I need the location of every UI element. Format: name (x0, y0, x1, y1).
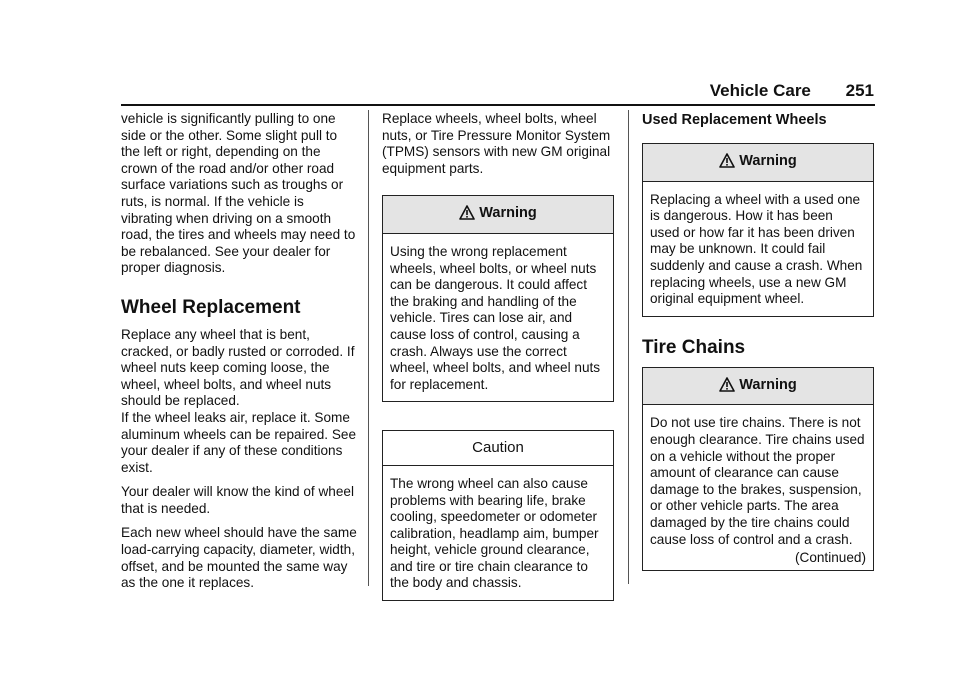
warning-box-used-wheels (642, 143, 874, 317)
wheel-replacement-para-2: If the wheel leaks air, replace it. Some aluminum wheels can be repaired. See your dealer if any of these conditions exist. (121, 409, 357, 475)
column-2 (382, 111, 614, 613)
caution-text: The wrong wheel can also cause problems with bearing life, brake cooling, speedometer or odometer calibration, headlamp aim, bumper height, vehicle ground clearance, and tire or tire chain clearance to the body and chassis. (390, 475, 599, 591)
used-replacement-wheels-heading: Used Replacement Wheels (642, 112, 827, 128)
column-3 (642, 111, 874, 583)
intro-paragraph: Replace wheels, wheel bolts, wheel nuts, or Tire Pressure Monitor System (TPMS) sensors with new GM original equipment parts. (382, 111, 611, 176)
warning-box-header (643, 144, 873, 182)
intro-paragraph: vehicle is significantly pulling to one side or the other. Some slight pull to the left or right, depending on the crown of the road and/or other road surface variations such as troughs or ruts, is normal. If the vehicle is vibrating when driving on a smooth road, the tires and wheels may need to be rebalanced. See your dealer for proper diagnosis. (121, 111, 356, 276)
wheel-replacement-para-3: Your dealer will know the kind of wheel that is needed. (121, 484, 354, 516)
column-1 (121, 111, 358, 600)
warning-box-body (643, 405, 873, 569)
warning-box (382, 195, 614, 402)
section-title: Vehicle Care (709, 81, 811, 100)
warning-box-header (383, 196, 613, 234)
header-rule (121, 104, 875, 106)
column-divider-2 (628, 110, 629, 584)
wheel-replacement-heading: Wheel Replacement (121, 296, 301, 318)
wheel-replacement-para-1: Replace any wheel that is bent, cracked, or badly rusted or corroded. If wheel nuts keep coming loose, the wheel, wheel bolts, and wheel nuts should be replaced. (121, 326, 355, 409)
caution-box (382, 430, 614, 601)
column-divider-1 (368, 110, 369, 586)
warning-triangle-icon (459, 205, 475, 225)
page-header (710, 81, 874, 101)
continued-label: (Continued) (794, 550, 866, 566)
warning-text: Do not use tire chains. There is not enough clearance. Tire chains used on a vehicle without the proper amount of clearance can cause damage to the brakes, suspension, or other vehicle parts. The area damaged by the tire chains could cause loss of control and a crash. (650, 415, 865, 547)
warning-text: Using the wrong replacement wheels, wheel bolts, or wheel nuts can be dangerous. It could affect the braking and handling of the vehicle. Tires can lose air, and cause loss of control, causing a crash. Always use the correct wheel, wheel bolts, and wheel nuts for replacement. (390, 243, 601, 392)
caution-title: Caution (383, 431, 613, 466)
warning-text: Replacing a wheel with a used one is dangerous. How it has been used or how far it has been driven may be unknown. It could fail suddenly and cause a crash. When replacing wheels, use a new GM original equipment wheel. (650, 191, 863, 307)
warning-title: Warning (739, 153, 797, 169)
warning-title: Warning (479, 205, 537, 222)
page-number: 251 (845, 81, 874, 100)
wheel-replacement-para-4: Each new wheel should have the same load-carrying capacity, diameter, width, offset, and be mounted the same way as the one it replaces. (121, 525, 357, 591)
warning-triangle-icon (719, 377, 735, 397)
warning-triangle-icon (719, 153, 735, 173)
warning-box-tire-chains (642, 367, 874, 571)
warning-box-header (643, 368, 873, 406)
warning-title: Warning (739, 376, 797, 393)
tire-chains-heading: Tire Chains (642, 336, 746, 358)
